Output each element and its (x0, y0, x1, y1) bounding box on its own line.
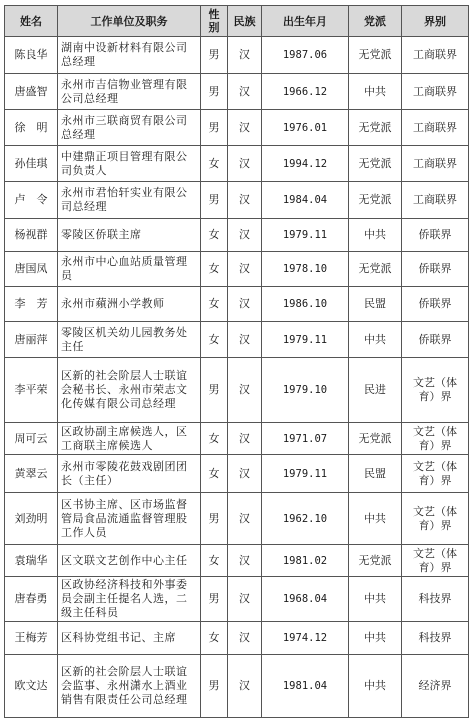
cell-dob: 1976.01 (262, 110, 349, 146)
cell-sector: 科技界 (402, 622, 469, 655)
cell-ethnicity: 汉 (228, 358, 262, 423)
cell-sector: 侨联界 (402, 252, 469, 287)
cell-sector: 文艺（体育）界 (402, 358, 469, 423)
cell-sector: 侨联界 (402, 219, 469, 252)
cell-gender: 女 (201, 423, 228, 455)
cell-gender: 女 (201, 252, 228, 287)
cell-gender: 女 (201, 146, 228, 182)
header-row (5, 6, 469, 37)
cell-sector: 文艺（体育）界 (402, 455, 469, 493)
table-row (5, 146, 469, 182)
cell-sector: 文艺（体育）界 (402, 423, 469, 455)
cell-sector: 工商联界 (402, 182, 469, 219)
cell-org: 永州市吉信物业管理有限公司总经理 (58, 74, 201, 110)
header-org: 工作单位及职务 (58, 6, 201, 37)
cell-name: 唐春勇 (5, 577, 58, 622)
cell-sector: 经济界 (402, 655, 469, 718)
cell-dob: 1978.10 (262, 252, 349, 287)
cell-ethnicity: 汉 (228, 545, 262, 577)
cell-org: 中建鼎正项目管理有限公司负责人 (58, 146, 201, 182)
cell-ethnicity: 汉 (228, 322, 262, 358)
cell-org: 永州市零陵花鼓戏剧团团长（主任） (58, 455, 201, 493)
cell-sector: 工商联界 (402, 110, 469, 146)
header-dob: 出生年月 (262, 6, 349, 37)
cell-dob: 1968.04 (262, 577, 349, 622)
cell-org: 湖南中设新材料有限公司总经理 (58, 37, 201, 74)
cell-sector: 侨联界 (402, 287, 469, 322)
cell-name: 欧文达 (5, 655, 58, 718)
cell-gender: 女 (201, 455, 228, 493)
cell-party: 中共 (349, 219, 402, 252)
cell-dob: 1962.10 (262, 493, 349, 545)
cell-party: 民盟 (349, 455, 402, 493)
cell-party: 无党派 (349, 545, 402, 577)
cell-dob: 1981.04 (262, 655, 349, 718)
cell-org: 区新的社会阶层人士联谊会秘书长、永州市荣志文化传媒有限公司总经理 (58, 358, 201, 423)
cell-ethnicity: 汉 (228, 423, 262, 455)
cell-gender: 男 (201, 37, 228, 74)
header-name: 姓名 (5, 6, 58, 37)
cell-org: 零陵区机关幼儿园教务处主任 (58, 322, 201, 358)
cell-ethnicity: 汉 (228, 182, 262, 219)
cell-org: 区新的社会阶层人士联谊会监事、永州潇水上酒业销售有限责任公司总经理 (58, 655, 201, 718)
cell-org: 区政协经济科技和外事委员会副主任提名人选，二级主任科员 (58, 577, 201, 622)
cell-org: 区科协党组书记、主席 (58, 622, 201, 655)
cell-gender: 女 (201, 622, 228, 655)
cell-sector: 工商联界 (402, 37, 469, 74)
cell-party: 无党派 (349, 182, 402, 219)
cell-gender: 女 (201, 219, 228, 252)
cell-party: 中共 (349, 74, 402, 110)
cell-gender: 女 (201, 322, 228, 358)
cell-org: 区书协主席、区市场监督管局食品流通监督管理股工作人员 (58, 493, 201, 545)
cell-party: 中共 (349, 322, 402, 358)
cell-name: 王梅芳 (5, 622, 58, 655)
cell-ethnicity: 汉 (228, 74, 262, 110)
cell-name: 孙佳琪 (5, 146, 58, 182)
cell-dob: 1979.11 (262, 219, 349, 252)
cell-name: 袁瑞华 (5, 545, 58, 577)
cell-dob: 1979.11 (262, 322, 349, 358)
cell-sector: 侨联界 (402, 322, 469, 358)
table-row (5, 287, 469, 322)
cell-name: 卢 令 (5, 182, 58, 219)
cell-party: 中共 (349, 577, 402, 622)
table-row (5, 358, 469, 423)
cell-ethnicity: 汉 (228, 455, 262, 493)
header-party: 党派 (349, 6, 402, 37)
cell-ethnicity: 汉 (228, 577, 262, 622)
cell-gender: 男 (201, 110, 228, 146)
cell-ethnicity: 汉 (228, 110, 262, 146)
cell-dob: 1987.06 (262, 37, 349, 74)
cell-org: 永州市君怡轩实业有限公司总经理 (58, 182, 201, 219)
table-row (5, 322, 469, 358)
cell-name: 唐盛智 (5, 74, 58, 110)
cell-gender: 男 (201, 493, 228, 545)
cell-name: 刘劲明 (5, 493, 58, 545)
header-sector: 界别 (402, 6, 469, 37)
cell-dob: 1994.12 (262, 146, 349, 182)
cell-name: 周可云 (5, 423, 58, 455)
table-row (5, 74, 469, 110)
cell-sector: 工商联界 (402, 74, 469, 110)
cell-party: 无党派 (349, 110, 402, 146)
cell-sector: 文艺（体育）界 (402, 545, 469, 577)
cell-org: 永州市中心血站质量管理员 (58, 252, 201, 287)
cell-sector: 科技界 (402, 577, 469, 622)
cell-dob: 1979.11 (262, 455, 349, 493)
cell-gender: 男 (201, 577, 228, 622)
table-row (5, 423, 469, 455)
table-row (5, 493, 469, 545)
cell-name: 唐丽萍 (5, 322, 58, 358)
table-row (5, 622, 469, 655)
member-table (4, 5, 469, 718)
cell-dob: 1966.12 (262, 74, 349, 110)
cell-dob: 1979.10 (262, 358, 349, 423)
table-row (5, 219, 469, 252)
table-row (5, 110, 469, 146)
cell-name: 陈良华 (5, 37, 58, 74)
cell-party: 无党派 (349, 423, 402, 455)
cell-ethnicity: 汉 (228, 146, 262, 182)
cell-ethnicity: 汉 (228, 287, 262, 322)
cell-party: 无党派 (349, 252, 402, 287)
table-row (5, 252, 469, 287)
cell-gender: 女 (201, 545, 228, 577)
header-ethnicity: 民族 (228, 6, 262, 37)
cell-dob: 1981.02 (262, 545, 349, 577)
cell-ethnicity: 汉 (228, 493, 262, 545)
cell-org: 永州市蘋洲小学教师 (58, 287, 201, 322)
cell-gender: 女 (201, 287, 228, 322)
cell-org: 区政协副主席候选人，区工商联主席候选人 (58, 423, 201, 455)
cell-party: 中共 (349, 655, 402, 718)
cell-sector: 工商联界 (402, 146, 469, 182)
cell-name: 李 芳 (5, 287, 58, 322)
cell-party: 民盟 (349, 287, 402, 322)
table-row (5, 655, 469, 718)
cell-party: 中共 (349, 622, 402, 655)
cell-gender: 男 (201, 358, 228, 423)
cell-ethnicity: 汉 (228, 622, 262, 655)
cell-name: 杨视群 (5, 219, 58, 252)
cell-dob: 1971.07 (262, 423, 349, 455)
cell-org: 永州市三联商贸有限公司总经理 (58, 110, 201, 146)
cell-dob: 1986.10 (262, 287, 349, 322)
cell-sector: 文艺（体育）界 (402, 493, 469, 545)
cell-org: 区文联文艺创作中心主任 (58, 545, 201, 577)
cell-party: 民进 (349, 358, 402, 423)
cell-name: 唐国凤 (5, 252, 58, 287)
cell-gender: 男 (201, 655, 228, 718)
table-row (5, 182, 469, 219)
table-row (5, 577, 469, 622)
cell-dob: 1984.04 (262, 182, 349, 219)
header-gender: 性别 (201, 6, 228, 37)
cell-dob: 1974.12 (262, 622, 349, 655)
cell-party: 中共 (349, 493, 402, 545)
cell-party: 无党派 (349, 37, 402, 74)
table-row (5, 545, 469, 577)
cell-ethnicity: 汉 (228, 252, 262, 287)
table-row (5, 455, 469, 493)
cell-name: 徐 明 (5, 110, 58, 146)
cell-gender: 男 (201, 74, 228, 110)
cell-ethnicity: 汉 (228, 655, 262, 718)
cell-org: 零陵区侨联主席 (58, 219, 201, 252)
cell-party: 无党派 (349, 146, 402, 182)
table-row (5, 37, 469, 74)
cell-ethnicity: 汉 (228, 219, 262, 252)
cell-ethnicity: 汉 (228, 37, 262, 74)
cell-name: 黄翠云 (5, 455, 58, 493)
cell-name: 李平荣 (5, 358, 58, 423)
cell-gender: 男 (201, 182, 228, 219)
